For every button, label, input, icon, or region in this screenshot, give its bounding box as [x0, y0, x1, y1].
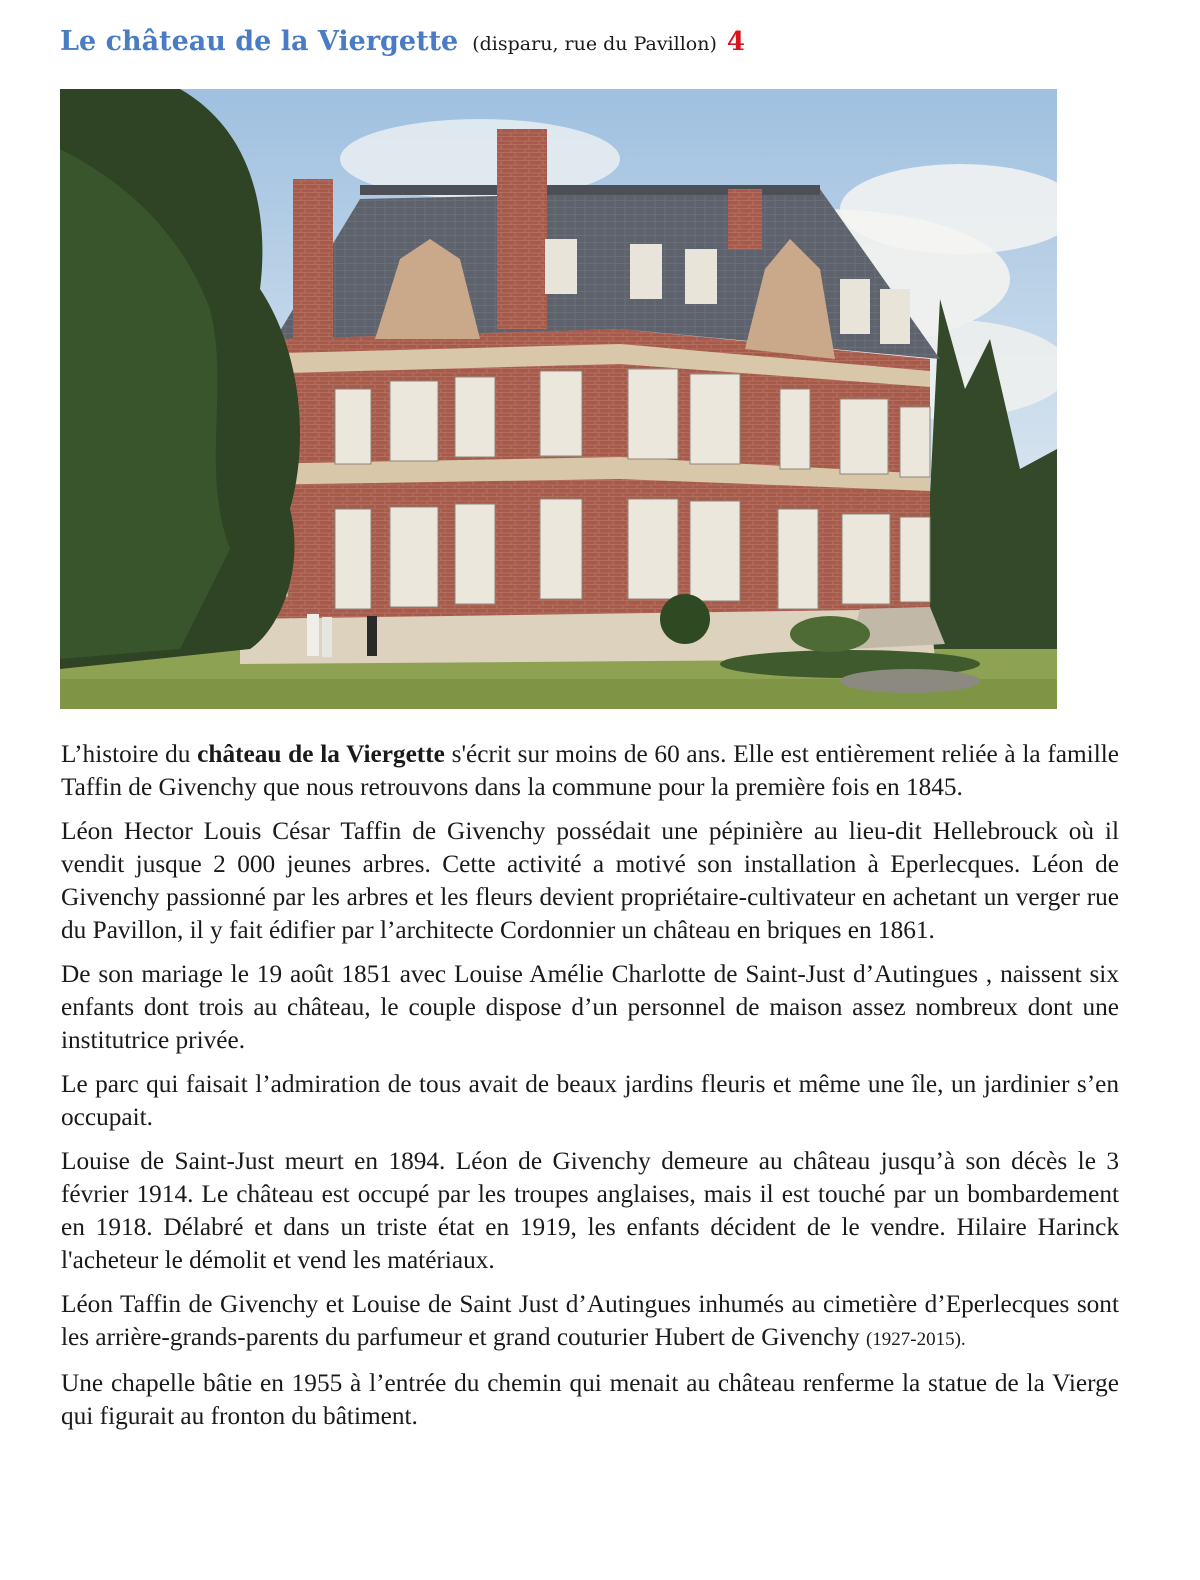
paragraph-descendants: Léon Taffin de Givenchy et Louise de Saint Just d’Autingues inhumés au cimetière d’Eperlecques sont les arrière-grands-parents du parfumeur et grand couturier Hubert de Givenchy (1927-2015). — [61, 1290, 1119, 1351]
page-header — [60, 26, 745, 57]
chateau-photo — [60, 89, 1057, 709]
page-title: Le château de la Viergette — [60, 26, 459, 57]
page-subtitle: (disparu, rue du Pavillon) — [472, 33, 717, 55]
dates-note: (1927-2015). — [865, 1329, 966, 1350]
page-number: 4 — [726, 27, 745, 57]
paragraph-marriage: De son mariage le 19 août 1851 avec Louise Amélie Charlotte de Saint-Just d’Autingues , naissent six enfants dont trois au château, le couple dispose d’un personnel de maison assez nombreux dont une institutrice privée. — [61, 960, 1119, 1054]
article-body — [61, 738, 1119, 1444]
chateau-illustration — [60, 89, 1057, 709]
paragraph-park: Le parc qui faisait l’admiration de tous avait de beaux jardins fleuris et même une île, un jardinier s’en occupait. — [61, 1070, 1119, 1131]
paragraph-leon: Léon Hector Louis César Taffin de Givenchy possédait une pépinière au lieu-dit Hellebrouck où il vendit jusque 2 000 jeunes arbres. Cette activité a motivé son installation à Eperlecques. Léon de Givenchy passionné par les arbres et les fleurs devient propriétaire-cultivateur en achetant un verger rue du Pavillon, il y fait édifier par l’architecte Cordonnier un château en briques en 1861. — [61, 817, 1119, 944]
chateau-name-bold: château de la Viergette — [197, 740, 445, 768]
paragraph-history: L’histoire du château de la Viergette s'écrit sur moins de 60 ans. Elle est entièrement reliée à la famille Taffin de Givenchy que nous retrouvons dans la commune pour la première fois en 1845. — [61, 740, 1119, 801]
paragraph-demolition: Louise de Saint-Just meurt en 1894. Léon de Givenchy demeure au château jusqu’à son décès le 3 février 1914. Le château est occupé par les troupes anglaises, mais il est touché par un bombardement en 1918. Délabré et dans un triste état en 1919, les enfants décident de le vendre. Hilaire Harinck l'acheteur le démolit et vend les matériaux. — [61, 1147, 1119, 1274]
paragraph-chapel: Une chapelle bâtie en 1955 à l’entrée du chemin qui menait au château renferme la statue de la Vierge qui figurait au fronton du bâtiment. — [61, 1369, 1119, 1430]
